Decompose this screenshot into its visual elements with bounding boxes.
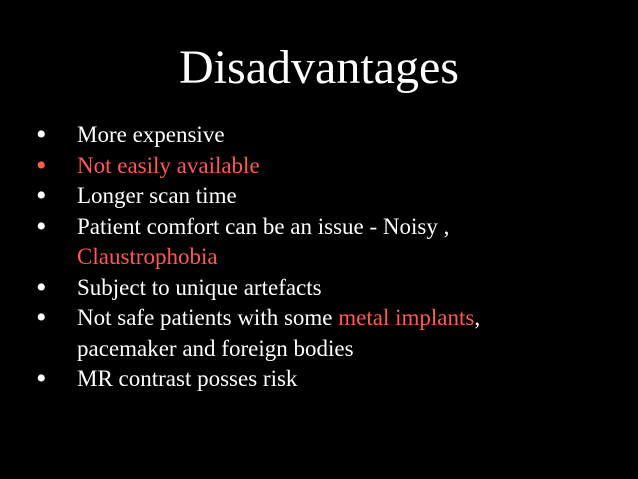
list-item [36,364,626,395]
bullet-text: Patient comfort can be an issue - Noisy , [77,213,450,239]
bullet-icon: • [36,301,47,334]
bullet-icon: • [36,209,47,243]
slide-title: Disadvantages [179,41,459,94]
list-item [36,303,626,364]
bullet-text: Not easily available [77,152,260,178]
bullet-text: MR contrast posses risk [77,366,298,391]
list-item [36,209,626,273]
bullet-text: , [474,305,481,330]
bullet-text-highlight: Claustrophobia [77,244,218,269]
bullet-text: Subject to unique artefacts [77,274,322,300]
bullet-icon: • [36,179,47,212]
list-item [36,120,626,151]
list-item [36,148,626,182]
bullet-text: pacemaker and foreign bodies [77,335,354,361]
bullet-text: More expensive [77,122,225,147]
bullet-text: Longer scan time [77,183,237,208]
list-item [36,270,626,304]
bullet-icon: • [36,118,47,151]
bullet-icon: • [36,270,47,304]
bullet-text: Not safe patients with some [77,305,339,330]
list-item [36,181,626,212]
bullet-icon: • [36,148,47,182]
bullet-list [36,120,626,395]
bullet-text-highlight: metal implants [338,305,475,330]
bullet-icon: • [36,362,47,395]
